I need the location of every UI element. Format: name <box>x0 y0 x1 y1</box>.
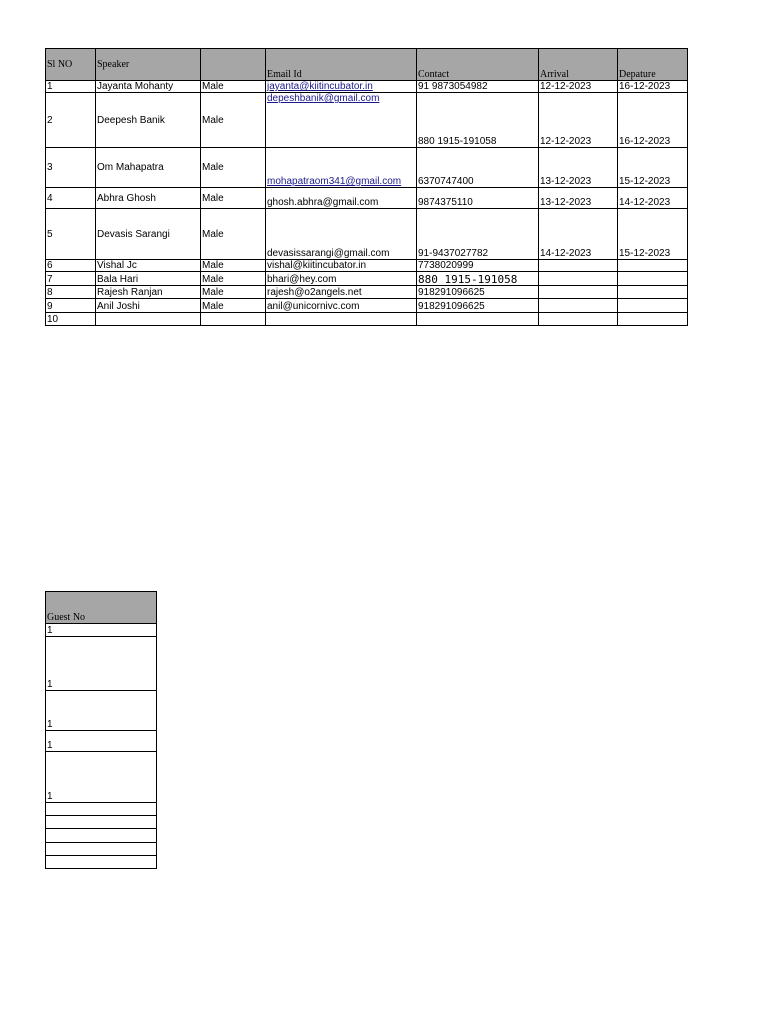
cell-gender: Male <box>201 286 266 299</box>
cell-contact: 880 1915-191058 <box>417 93 539 148</box>
cell-arrival <box>539 286 618 299</box>
cell-departure: 15-12-2023 <box>618 209 688 260</box>
cell-contact: 918291096625 <box>417 286 539 299</box>
table-row <box>46 209 688 260</box>
cell-arrival <box>539 272 618 286</box>
cell-gender: Male <box>201 272 266 286</box>
cell-departure <box>618 313 688 326</box>
table-row <box>46 260 688 272</box>
header-contact: Contact <box>417 49 539 81</box>
cell-gender: Male <box>201 81 266 93</box>
cell-gender: Male <box>201 188 266 209</box>
guest-cell: 1 <box>46 637 157 691</box>
cell-name: Devasis Sarangi <box>96 209 201 260</box>
cell-name: Anil Joshi <box>96 299 201 313</box>
cell-email: anil@unicornivc.com <box>266 299 417 313</box>
cell-arrival: 12-12-2023 <box>539 93 618 148</box>
cell-sl: 1 <box>46 81 96 93</box>
cell-contact <box>417 313 539 326</box>
cell-email <box>266 313 417 326</box>
cell-departure <box>618 299 688 313</box>
table-row <box>46 93 688 148</box>
cell-departure: 16-12-2023 <box>618 93 688 148</box>
guest-cell <box>46 803 157 816</box>
table-row <box>46 81 688 93</box>
header-departure: Depature <box>618 49 688 81</box>
cell-contact: 7738020999 <box>417 260 539 272</box>
cell-arrival <box>539 313 618 326</box>
cell-gender: Male <box>201 299 266 313</box>
guest-row <box>46 843 157 856</box>
guest-row <box>46 803 157 816</box>
header-email: Email Id <box>266 49 417 81</box>
cell-gender: Male <box>201 148 266 188</box>
cell-gender <box>201 313 266 326</box>
cell-sl: 5 <box>46 209 96 260</box>
cell-sl: 6 <box>46 260 96 272</box>
header-gender <box>201 49 266 81</box>
cell-sl: 3 <box>46 148 96 188</box>
cell-contact: 9874375110 <box>417 188 539 209</box>
cell-email-link[interactable]: jayanta@kiitincubator.in <box>266 81 417 93</box>
cell-departure <box>618 272 688 286</box>
header-sl-no: Sl NO <box>46 49 96 81</box>
cell-contact: 918291096625 <box>417 299 539 313</box>
cell-departure <box>618 260 688 272</box>
cell-name: Abhra Ghosh <box>96 188 201 209</box>
guest-cell: 1 <box>46 752 157 803</box>
table-row <box>46 148 688 188</box>
cell-departure: 14-12-2023 <box>618 188 688 209</box>
guest-table <box>45 591 157 869</box>
speakers-table <box>45 48 688 326</box>
cell-arrival <box>539 260 618 272</box>
header-row <box>46 49 688 81</box>
cell-name <box>96 313 201 326</box>
cell-departure: 15-12-2023 <box>618 148 688 188</box>
guest-row <box>46 691 157 731</box>
guest-cell <box>46 843 157 856</box>
cell-email: bhari@hey.com <box>266 272 417 286</box>
table-row <box>46 313 688 326</box>
guest-cell <box>46 856 157 869</box>
cell-contact: 880 1915-191058 <box>417 272 539 286</box>
cell-sl: 7 <box>46 272 96 286</box>
cell-sl: 9 <box>46 299 96 313</box>
table-row <box>46 188 688 209</box>
guest-row <box>46 731 157 752</box>
cell-email: ghosh.abhra@gmail.com <box>266 188 417 209</box>
cell-sl: 10 <box>46 313 96 326</box>
cell-departure <box>618 286 688 299</box>
guest-cell: 1 <box>46 731 157 752</box>
guest-cell <box>46 816 157 829</box>
cell-name: Om Mahapatra <box>96 148 201 188</box>
cell-contact: 91 9873054982 <box>417 81 539 93</box>
cell-email: rajesh@o2angels.net <box>266 286 417 299</box>
cell-email-link[interactable]: mohapatraom341@gmail.com <box>266 148 417 188</box>
table-row <box>46 272 688 286</box>
table-row <box>46 286 688 299</box>
header-speaker: Speaker <box>96 49 201 81</box>
cell-arrival: 13-12-2023 <box>539 188 618 209</box>
cell-email: devasissarangi@gmail.com <box>266 209 417 260</box>
guest-header-row <box>46 592 157 624</box>
cell-name: Rajesh Ranjan <box>96 286 201 299</box>
guest-cell: 1 <box>46 691 157 731</box>
cell-gender: Male <box>201 260 266 272</box>
cell-arrival: 13-12-2023 <box>539 148 618 188</box>
cell-sl: 2 <box>46 93 96 148</box>
cell-name: Bala Hari <box>96 272 201 286</box>
cell-departure: 16-12-2023 <box>618 81 688 93</box>
cell-contact: 6370747400 <box>417 148 539 188</box>
cell-sl: 8 <box>46 286 96 299</box>
cell-sl: 4 <box>46 188 96 209</box>
cell-name: Deepesh Banik <box>96 93 201 148</box>
guest-row <box>46 637 157 691</box>
guest-row <box>46 752 157 803</box>
cell-arrival: 14-12-2023 <box>539 209 618 260</box>
cell-arrival: 12-12-2023 <box>539 81 618 93</box>
cell-name: Vishal Jc <box>96 260 201 272</box>
cell-email: vishal@kiitincubator.in <box>266 260 417 272</box>
guest-cell: 1 <box>46 624 157 637</box>
guest-cell <box>46 829 157 843</box>
cell-email-link[interactable]: depeshbanik@gmail.com <box>266 93 417 148</box>
cell-gender: Male <box>201 93 266 148</box>
cell-gender: Male <box>201 209 266 260</box>
header-arrival: Arrival <box>539 49 618 81</box>
cell-name: Jayanta Mohanty <box>96 81 201 93</box>
guest-row <box>46 829 157 843</box>
guest-row <box>46 624 157 637</box>
table-row <box>46 299 688 313</box>
guest-row <box>46 816 157 829</box>
header-guest-no: Guest No <box>46 592 157 624</box>
cell-contact: 91-9437027782 <box>417 209 539 260</box>
cell-arrival <box>539 299 618 313</box>
guest-row <box>46 856 157 869</box>
